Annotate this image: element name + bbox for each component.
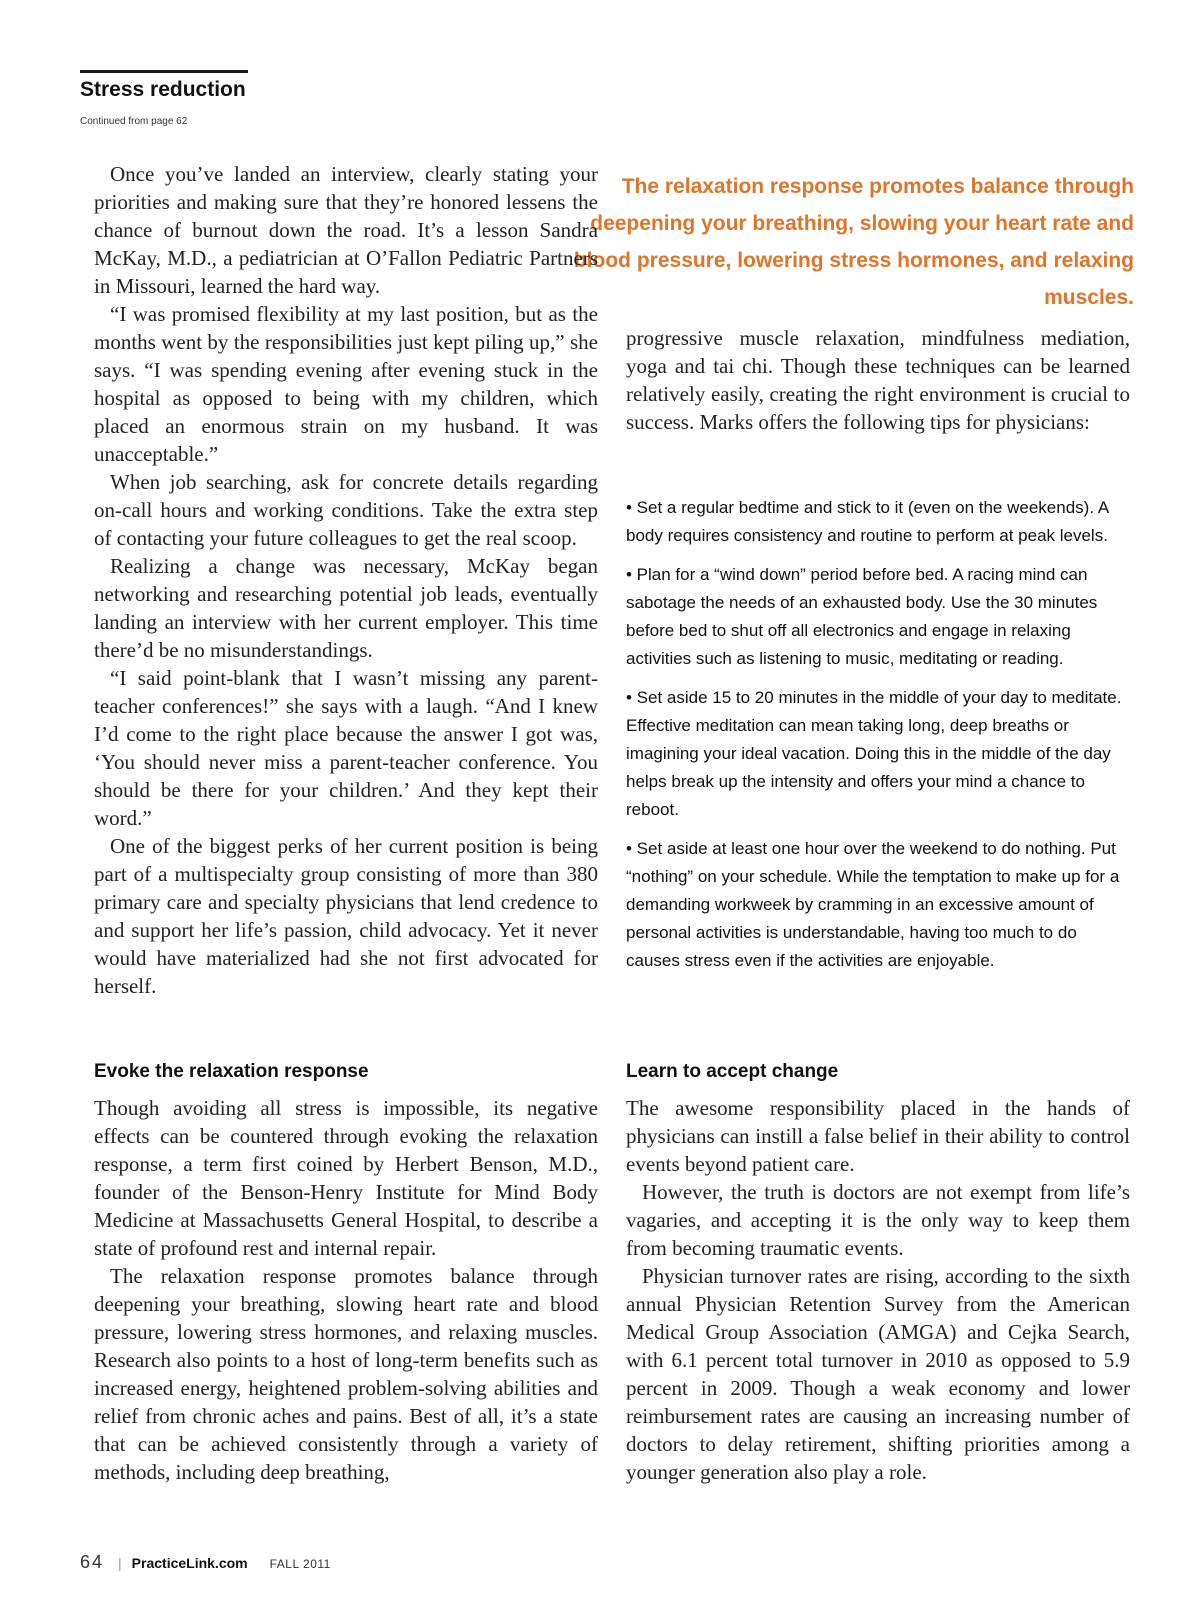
paragraph: The relaxation response promotes balance through deepening your breathing, slowing heart rate and blood pressure, lowering stress hormones, and relaxing muscles. Research also points to a host of long-term benefits such as increased energy, heightened problem-solving abilities and relief from chronic aches and pains. Best of all, it’s a state that can be achieved consistently through a variety of methods, including deep breathing, [94, 1264, 598, 1484]
tips-list [626, 494, 1130, 986]
header-rule [80, 70, 248, 73]
left-column-section [94, 1060, 598, 1486]
site-name: PracticeLink.com [131, 1555, 248, 1571]
paragraph: “I was promised flexibility at my last position, but as the months went by the responsibilities just kept piling up,” she says. “I was spending evening after evening stuck in the hospital as opposed to being with my children, which placed an enormous strain on my husband. It was unacceptable.” [94, 302, 598, 466]
paragraph: “I said point-blank that I wasn’t missing any parent-teacher conferences!” she says with a laugh. “And I knew I’d come to the right place because the answer I got was, ‘You should never miss a parent-teacher conference. You should be there for your children.’ And they kept their word.” [94, 666, 598, 830]
continued-note: Continued from page 62 [80, 116, 188, 127]
right-column-intro [626, 324, 1130, 436]
paragraph: Realizing a change was necessary, McKay began networking and researching potential job leads, eventually landing an interview with her current employer. This time there’d be no misunderstandings. [94, 554, 598, 662]
list-item: • Set aside 15 to 20 minutes in the middle of your day to meditate. Effective meditation can mean taking long, deep breaths or imagining your ideal vacation. Doing this in the middle of the day helps break up the intensity and offers your mind a chance to reboot. [626, 688, 1122, 819]
list-item: • Set a regular bedtime and stick to it (even on the weekends). A body requires consistency and routine to perform at peak levels. [626, 498, 1109, 545]
subhead-change: Learn to accept change [626, 1061, 839, 1082]
section-title: Stress reduction [80, 78, 246, 101]
paragraph: Once you’ve landed an interview, clearly stating your priorities and making sure that they’re honored lessens the chance of burnout down the road. It’s a lesson Sandra McKay, M.D., a pediatrician at O’Fallon Pediatric Partners in Missouri, learned the hard way. [94, 162, 598, 298]
issue-label: FALL 2011 [269, 1557, 331, 1571]
paragraph: Physician turnover rates are rising, according to the sixth annual Physician Retention Survey from the American Medical Group Association (AMGA) and Cejka Search, with 6.1 percent total turnover in 2010 as opposed to 5.9 percent in 2009. Though a weak economy and lower reimbursement rates are causing an increasing number of doctors to delay retirement, shifting priorities among a younger generation also play a role. [626, 1264, 1130, 1484]
page-number: 64 [80, 1552, 105, 1572]
left-column-top [94, 160, 598, 1000]
footer-separator: | [118, 1555, 122, 1571]
list-item: • Set aside at least one hour over the weekend to do nothing. Put “nothing” on your schedule. While the temptation to make up for a demanding workweek by cramming in an excessive amount of personal activities is understandable, having too much to do causes stress even if the activities are enjoyable. [626, 839, 1120, 970]
paragraph: The awesome responsibility placed in the hands of physicians can instill a false belief in their ability to control events beyond patient care. [626, 1096, 1130, 1176]
paragraph: progressive muscle relaxation, mindfulness mediation, yoga and tai chi. Though these techniques can be learned relatively easily, creating the right environment is crucial to success. Marks offers the following tips for physicians: [626, 326, 1130, 434]
paragraph: However, the truth is doctors are not exempt from life’s vagaries, and accepting it is the only way to keep them from becoming traumatic events. [626, 1180, 1130, 1260]
paragraph: Though avoiding all stress is impossible, its negative effects can be countered through evoking the relaxation response, a term first coined by Herbert Benson, M.D., founder of the Benson-Henry Institute for Mind Body Medicine at Massachusetts General Hospital, to describe a state of profound rest and internal repair. [94, 1096, 598, 1260]
paragraph: When job searching, ask for concrete details regarding on-call hours and working conditions. Take the extra step of contacting your future colleagues to get the real scoop. [94, 470, 598, 550]
pull-quote: The relaxation response promotes balance through deepening your breathing, slowing your heart rate and blood pressure, lowering stress hormones, and relaxing muscles. [573, 175, 1134, 309]
page-footer [80, 1552, 331, 1573]
list-item: • Plan for a “wind down” period before bed. A racing mind can sabotage the needs of an exhausted body. Use the 30 minutes before bed to shut off all electronics and engage in relaxing activities such as listening to music, meditating or reading. [626, 565, 1098, 668]
subhead-relaxation: Evoke the relaxation response [94, 1061, 369, 1082]
paragraph: One of the biggest perks of her current position is being part of a multispecialty group consisting of more than 380 primary care and specialty physicians that lend credence to and support her life’s passion, child advocacy. Yet it never would have materialized had she not first advocated for herself. [94, 834, 598, 998]
right-column-section [626, 1060, 1130, 1486]
